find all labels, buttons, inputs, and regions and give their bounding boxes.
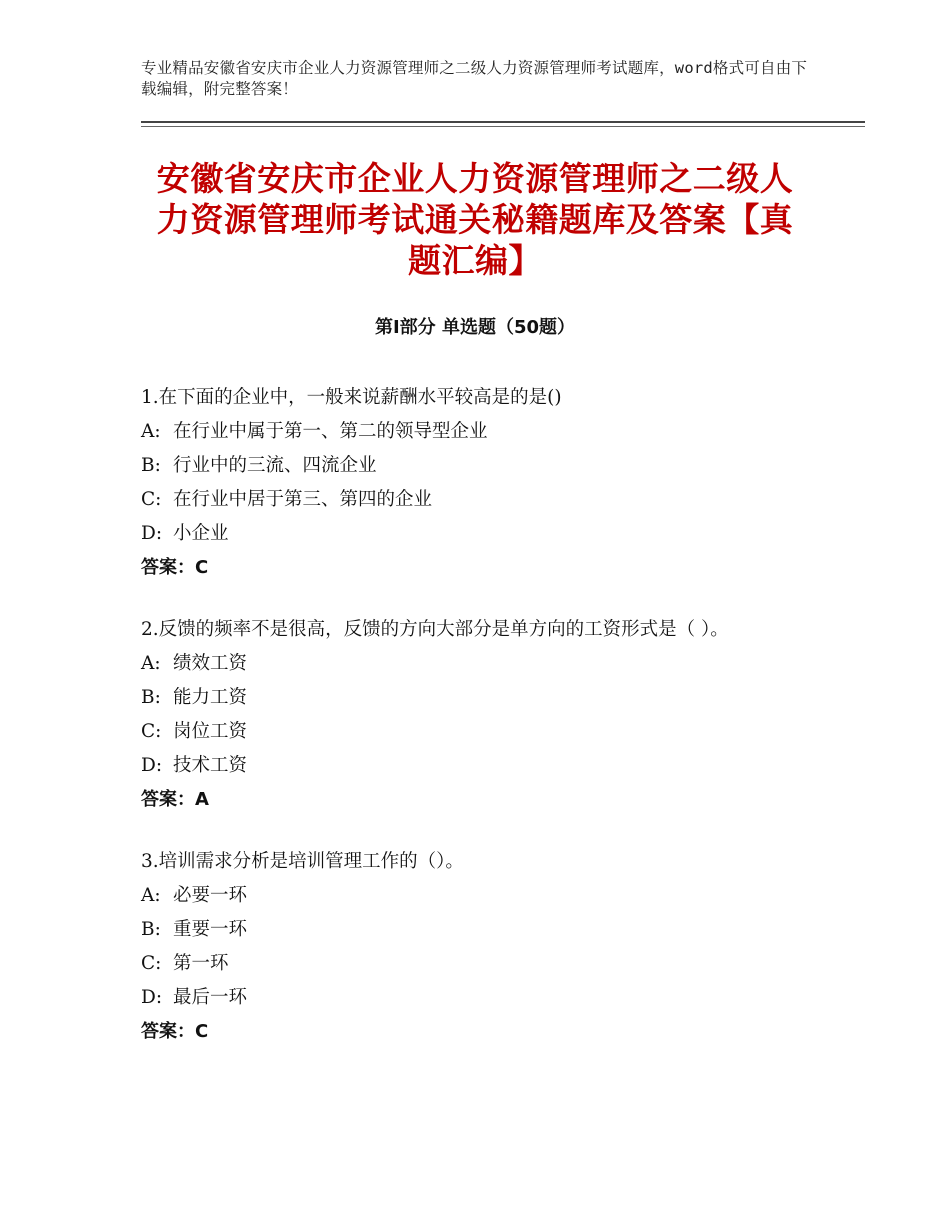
question-1 <box>141 381 811 585</box>
option-letter: B: <box>141 687 161 708</box>
header-note: 专业精品安徽省安庆市企业人力资源管理师之二级人力资源管理师考试题库，word格式可自由下载编辑，附完整答案！ <box>141 59 808 98</box>
option-b <box>141 449 811 483</box>
question-list <box>141 381 811 1077</box>
option-a <box>141 647 811 681</box>
header-rule-thick <box>141 121 865 123</box>
question-stem: 1.在下面的企业中，一般来说薪酬水平较高是的是() <box>141 387 562 408</box>
option-letter: D: <box>141 523 163 544</box>
option-letter: A: <box>141 885 161 906</box>
option-letter: A: <box>141 421 161 442</box>
option-c <box>141 947 811 981</box>
option-c <box>141 483 811 517</box>
answer: 答案：C <box>141 1021 209 1042</box>
option-text: 行业中的三流、四流企业 <box>173 455 377 476</box>
question-stem: 3.培训需求分析是培训管理工作的（）。 <box>141 851 464 872</box>
option-letter: C: <box>141 721 162 742</box>
option-text: 岗位工资 <box>173 721 248 742</box>
option-b <box>141 681 811 715</box>
option-letter: C: <box>141 489 162 510</box>
option-letter: D: <box>141 755 163 776</box>
option-d <box>141 749 811 783</box>
answer: 答案：A <box>141 789 209 810</box>
option-letter: D: <box>141 987 163 1008</box>
option-a <box>141 879 811 913</box>
option-letter: A: <box>141 653 161 674</box>
question-3 <box>141 845 811 1049</box>
section-title: 第Ⅰ部分 单选题（50题） <box>374 317 575 338</box>
option-letter: B: <box>141 919 161 940</box>
option-b <box>141 913 811 947</box>
option-d <box>141 981 811 1015</box>
option-d <box>141 517 811 551</box>
answer: 答案：C <box>141 557 209 578</box>
option-c <box>141 715 811 749</box>
option-text: 最后一环 <box>173 987 248 1008</box>
option-text: 必要一环 <box>173 885 248 906</box>
option-text: 在行业中属于第一、第二的领导型企业 <box>173 421 488 442</box>
option-text: 第一环 <box>173 953 229 974</box>
option-text: 重要一环 <box>173 919 248 940</box>
option-a <box>141 415 811 449</box>
header-rule-thin <box>141 126 865 127</box>
question-2 <box>141 613 811 817</box>
option-text: 技术工资 <box>173 755 248 776</box>
option-text: 小企业 <box>173 523 229 544</box>
option-text: 绩效工资 <box>173 653 248 674</box>
question-stem: 2.反馈的频率不是很高，反馈的方向大部分是单方向的工资形式是（ ）。 <box>141 619 729 640</box>
option-letter: C: <box>141 953 162 974</box>
document-title: 安徽省安庆市企业人力资源管理师之二级人力资源管理师考试通关秘籍题库及答案【真题汇编】 <box>156 159 794 280</box>
option-text: 在行业中居于第三、第四的企业 <box>173 489 433 510</box>
option-text: 能力工资 <box>173 687 248 708</box>
option-letter: B: <box>141 455 161 476</box>
